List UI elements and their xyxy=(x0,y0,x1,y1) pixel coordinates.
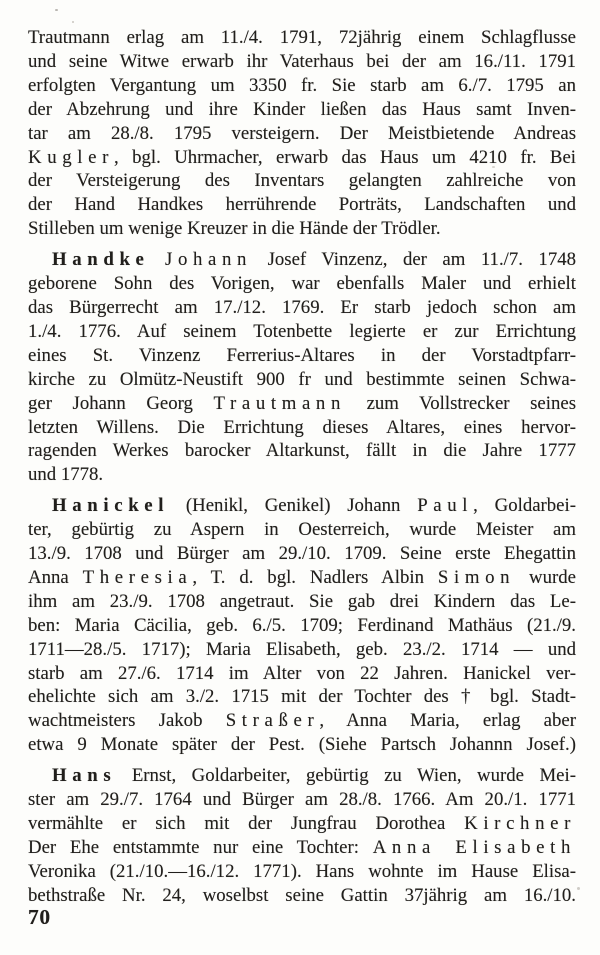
letterspaced-name: Anna Elisabeth xyxy=(372,836,576,858)
text-line: der Abzehrung und ihre Kinder ließen das Haus samt Inven- xyxy=(28,98,576,120)
text-line: ragenden Werkes barocker Altarkunst, fällt in die Jahre 1777 xyxy=(28,440,576,462)
letterspaced-name: Johann xyxy=(165,249,253,271)
entry-headword: Handke xyxy=(52,249,150,271)
text-line: 1711—28./5. 1717); Maria Elisabeth, geb. 23./2. 1714 — und xyxy=(28,638,576,660)
text-line: Stilleben um wenige Kreuzer in die Hände der Trödler. xyxy=(28,218,441,240)
text-line: tar am 28./8. 1795 versteigern. Der Meistbietende Andreas xyxy=(28,122,576,144)
paragraph xyxy=(28,494,576,757)
text-line: starb am 27./6. 1714 im Alter von 22 Jahren. Hanickel ver- xyxy=(28,662,576,684)
letterspaced-name: Trautmann xyxy=(213,392,346,414)
letterspaced-name: Kugler xyxy=(28,146,114,168)
text-line: der Hand Handkes herrührende Porträts, Landschaften und xyxy=(28,194,576,216)
text-line: das Bürgerrecht am 17./12. 1769. Er starb jedoch schon am xyxy=(28,296,576,318)
text-block xyxy=(28,26,576,908)
scan-speck xyxy=(55,9,58,11)
text-line: letzten Willens. Die Errichtung dieses Altares, eines hervor- xyxy=(28,416,576,438)
entry-headword: Hans xyxy=(52,765,117,787)
text-line: Anna Theresia, T. d. bgl. Nadlers Albin Simon wurde xyxy=(28,566,576,588)
text-line: Kugler, bgl. Uhrmacher, erwarb das Haus um 4210 fr. Bei xyxy=(28,146,576,168)
text-line: Hanickel (Henikl, Genikel) Johann Paul, Goldarbei- xyxy=(52,495,576,517)
scan-speck xyxy=(72,21,74,23)
text-line: 1./4. 1776. Auf seinem Totenbette legierte er zur Errichtung xyxy=(28,320,576,342)
text-line: Trautmann erlag am 11./4. 1791, 72jährig einem Schlagflusse xyxy=(28,27,576,48)
letterspaced-name: Paul xyxy=(417,495,474,517)
text-line: eines St. Vinzenz Ferrerius-Altares in der Vorstadtpfarr- xyxy=(28,344,576,366)
scan-speck xyxy=(577,887,580,890)
text-line: vermählte er sich mit der Jungfrau Dorothea Kirchner xyxy=(28,813,576,834)
letterspaced-name: Straßer xyxy=(225,710,320,732)
page-number: 70 xyxy=(28,905,51,929)
text-line: ger Johann Georg Trautmann zum Vollstrecker seines xyxy=(28,392,576,414)
text-line: ehelichte sich am 3./2. 1715 mit der Tochter des † bgl. Stadt- xyxy=(28,686,576,708)
text-line: bethstraße Nr. 24, woselbst seine Gattin 37jährig am 16./10. xyxy=(28,884,576,906)
paragraph xyxy=(28,248,576,487)
text-line: ben: Maria Cäcilia, geb. 6./5. 1709; Ferdinand Mathäus (21./9. xyxy=(28,614,576,636)
text-line: ihm am 23./9. 1708 angetraut. Sie gab drei Kindern das Le- xyxy=(28,590,576,612)
text-line: der Versteigerung des Inventars gelangten zahlreiche von xyxy=(28,170,576,192)
text-line: etwa 9 Monate später der Pest. (Siehe Partsch Johannn Josef.) xyxy=(28,734,576,756)
text-line: und seine Witwe erwarb ihr Vaterhaus bei der am 16./11. 1791 xyxy=(28,50,576,72)
letterspaced-name: Kirchner xyxy=(464,813,576,834)
text-line: ster am 29./7. 1764 und Bürger am 28./8. 1766. Am 20./1. 1771 xyxy=(28,789,576,811)
letterspaced-name: Theresia xyxy=(82,566,193,588)
letterspaced-name: Simon xyxy=(437,566,516,588)
text-line: erfolgten Vergantung um 3350 fr. Sie starb am 6./7. 1795 an xyxy=(28,74,576,96)
text-line: und 1778. xyxy=(28,464,104,486)
text-line: Hans Ernst, Goldarbeiter, gebürtig zu Wien, wurde Mei- xyxy=(52,765,576,787)
paragraph xyxy=(28,26,576,241)
text-line: 13./9. 1708 und Bürger am 29./10. 1709. Seine erste Ehegattin xyxy=(28,543,576,565)
text-line: kirche zu Olmütz-Neustift 900 fr und bestimmte seinen Schwa- xyxy=(28,368,576,390)
text-line: geborene Sohn des Vorigen, war ebenfalls Maler und erhielt xyxy=(28,273,576,295)
text-line: ter, gebürtig zu Aspern in Oesterreich, wurde Meister am xyxy=(28,519,576,541)
paragraph xyxy=(28,764,576,907)
text-line: Der Ehe entstammte nur eine Tochter: Anna Elisabeth xyxy=(28,836,576,858)
text-line: wachtmeisters Jakob Straßer, Anna Maria, erlag aber xyxy=(28,710,577,732)
text-line: Handke Johann Josef Vinzenz, der am 11./7. 1748 xyxy=(52,249,576,271)
text-line: Veronika (21./10.—16./12. 1771). Hans wohnte im Hause Elisa- xyxy=(28,860,576,882)
entry-headword: Hanickel xyxy=(52,495,170,517)
